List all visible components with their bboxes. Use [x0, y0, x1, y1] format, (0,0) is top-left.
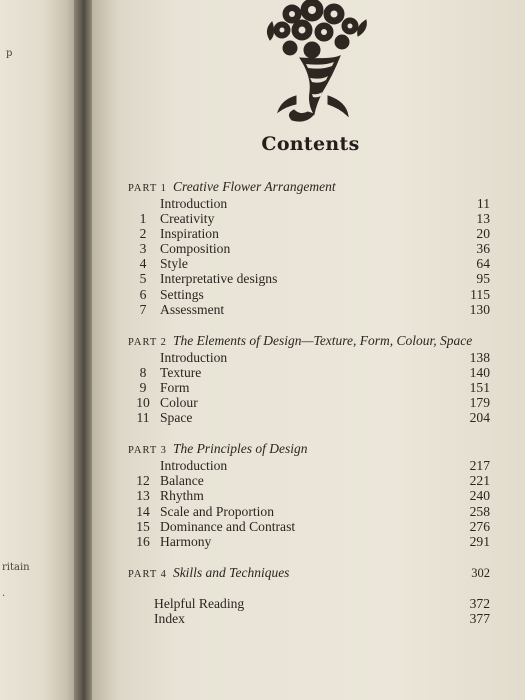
- chapter-title: Inspiration: [160, 226, 219, 242]
- chapter-number: 13: [136, 488, 150, 504]
- chapter-number: 1: [139, 211, 147, 227]
- part-label: PART 1: [128, 183, 167, 194]
- chapter-number: 16: [136, 533, 150, 549]
- toc-entry: [128, 211, 490, 226]
- chapter-title: Introduction: [160, 349, 228, 365]
- toc-entry: [128, 488, 490, 503]
- toc-entry: [128, 395, 490, 410]
- left-page-fragment-mid: ritain: [2, 562, 30, 573]
- chapter-title: Assessment: [160, 301, 225, 317]
- left-page-fragment-top: p: [6, 48, 13, 59]
- chapter-number: 12: [136, 473, 150, 489]
- toc-entry: [128, 365, 490, 380]
- chapter-title: Colour: [160, 395, 198, 411]
- part-title: The Principles of Design: [172, 441, 308, 457]
- page-number: 95: [476, 271, 490, 287]
- back-matter-entry: [128, 596, 490, 611]
- toc-entry: [128, 504, 490, 519]
- toc-entry: [128, 410, 490, 425]
- page-number: 240: [469, 488, 490, 504]
- chapter-title: Interpretative designs: [160, 271, 278, 287]
- toc-entry: [128, 287, 490, 302]
- page-number: 377: [469, 610, 490, 626]
- back-matter-title: Index: [154, 610, 185, 626]
- chapter-number: 8: [139, 364, 147, 380]
- part-title: Skills and Techniques: [172, 564, 290, 580]
- chapter-title: Composition: [160, 241, 231, 257]
- chapter-title: Creativity: [160, 211, 215, 227]
- toc-entry: [128, 226, 490, 241]
- chapter-title: Space: [160, 410, 193, 426]
- page-number: 130: [469, 301, 490, 317]
- left-page: [0, 0, 78, 700]
- chapter-number: 10: [136, 395, 150, 411]
- page-number: 276: [469, 518, 490, 534]
- part-label: PART 3: [128, 445, 167, 457]
- chapter-number: 4: [139, 256, 147, 272]
- chapter-title: Balance: [160, 473, 204, 489]
- chapter-number: 3: [139, 241, 147, 257]
- page-number: 20: [476, 226, 490, 242]
- chapter-title: Introduction: [160, 196, 228, 211]
- page-number: 372: [469, 595, 490, 611]
- part-label: PART 4: [128, 568, 167, 580]
- chapter-number: 11: [136, 410, 150, 426]
- chapter-title: Scale and Proportion: [160, 503, 275, 519]
- section-gap: [128, 549, 490, 564]
- section-gap: [128, 425, 490, 440]
- page-number: 179: [469, 395, 490, 411]
- chapter-title: Introduction: [160, 458, 228, 474]
- part-heading: [128, 564, 490, 582]
- chapter-number: 9: [139, 379, 147, 395]
- page-number: 258: [469, 503, 490, 519]
- part-heading: [128, 440, 490, 458]
- part-heading: [128, 332, 490, 350]
- page-number: 115: [470, 286, 490, 302]
- toc-entry: [128, 473, 490, 488]
- page-title: Contents: [261, 133, 360, 155]
- toc-entry: [128, 458, 490, 473]
- page-number: 291: [469, 533, 490, 549]
- page-number: 36: [476, 241, 490, 257]
- chapter-title: Texture: [160, 364, 202, 380]
- toc-entry: [128, 380, 490, 395]
- part-page-number: 302: [471, 565, 490, 580]
- part-heading: [128, 178, 490, 196]
- toc-entry: [128, 519, 490, 534]
- section-gap: [128, 317, 490, 332]
- toc-entry: [128, 271, 490, 286]
- page-number: 64: [476, 256, 490, 272]
- chapter-number: 7: [139, 301, 147, 317]
- page-number: 140: [469, 364, 490, 380]
- chapter-number: 2: [139, 226, 147, 242]
- page-number: 151: [469, 379, 490, 395]
- chapter-number: 6: [139, 286, 147, 302]
- page-number: 221: [469, 473, 490, 489]
- chapter-title: Form: [160, 379, 190, 395]
- chapter-title: Rhythm: [160, 488, 204, 504]
- toc-entry: [128, 241, 490, 256]
- page-number: 11: [476, 196, 490, 211]
- page-number: 13: [476, 211, 490, 227]
- page-number: 217: [469, 458, 490, 474]
- toc-entry: [128, 302, 490, 317]
- section-gap: [128, 582, 490, 596]
- back-matter-entry: [128, 611, 490, 626]
- chapter-title: Harmony: [160, 533, 212, 549]
- chapter-number: 14: [136, 503, 150, 519]
- page-number: 138: [469, 349, 490, 365]
- chapter-title: Dominance and Contrast: [160, 518, 296, 534]
- chapter-title: Settings: [160, 286, 204, 302]
- left-page-fragment-dot: .: [2, 588, 6, 599]
- part-title: Creative Flower Arrangement: [172, 179, 336, 194]
- chapter-number: 5: [139, 271, 147, 287]
- chapter-title: Style: [160, 256, 188, 272]
- table-of-contents: [128, 178, 490, 626]
- chapter-number: 15: [136, 518, 150, 534]
- part-label: PART 2: [128, 336, 167, 348]
- back-matter-title: Helpful Reading: [154, 595, 245, 611]
- page-number: 204: [469, 410, 490, 426]
- cornucopia-ornament-icon: [262, 0, 370, 128]
- toc-entry: [128, 256, 490, 271]
- part-title: The Elements of Design—Texture, Form, Colour, Space: [172, 332, 473, 348]
- toc-entry: [128, 196, 490, 211]
- toc-entry: [128, 534, 490, 549]
- toc-entry: [128, 350, 490, 365]
